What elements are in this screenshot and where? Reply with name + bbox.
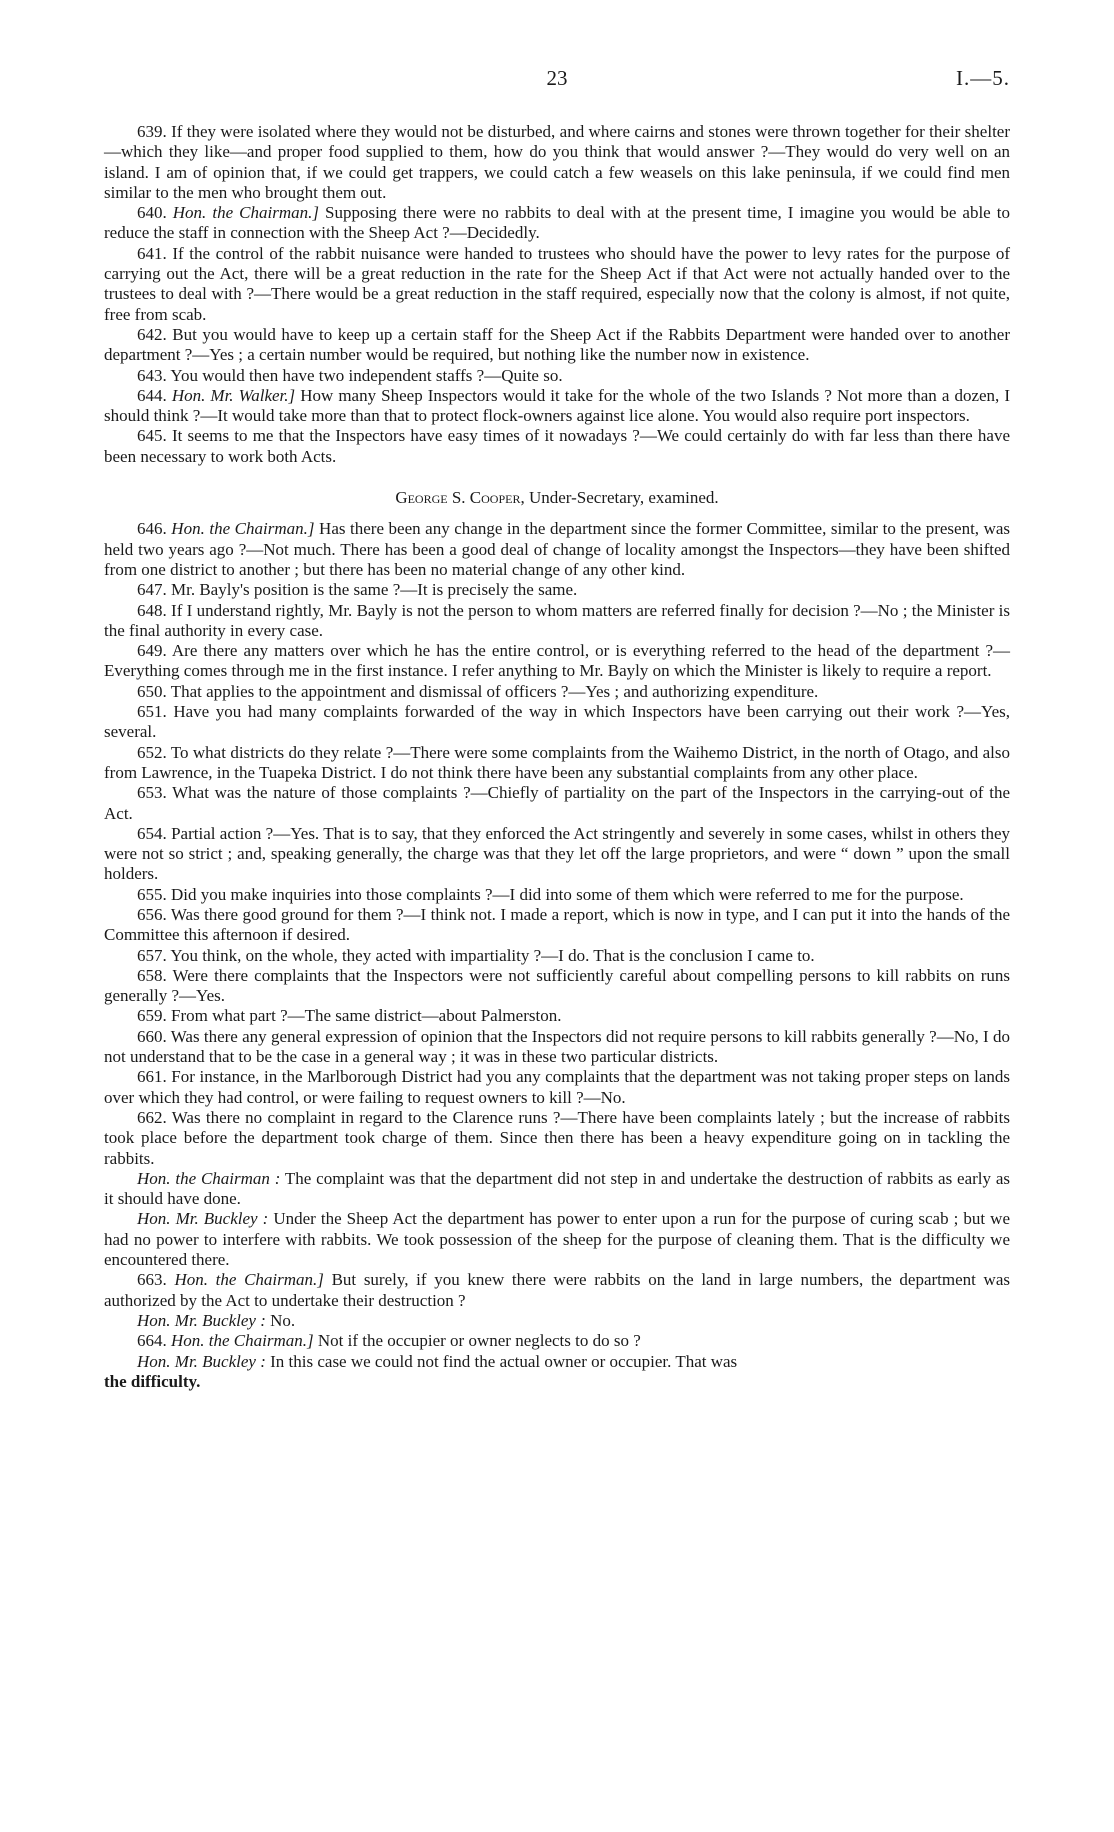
paragraph-text: In this case we could not find the actual owner or occupier. That was xyxy=(265,1351,738,1371)
paragraph xyxy=(104,966,1010,1007)
examination-section-1 xyxy=(104,122,1010,467)
paragraph-text: Supposing there were no rabbits to deal with at the present time, I imagine you would be able to reduce the staff in connection with the Sheep Act ?—Decidedly. xyxy=(104,203,1010,243)
paragraph xyxy=(104,743,1010,784)
paragraph xyxy=(104,601,1010,642)
paragraph xyxy=(104,122,1010,203)
paragraph-text: 656. Was there good ground for them ?—I think not. I made a report, which is now in type, and I can put it into the hands of the Committee this afternoon if desired. xyxy=(104,904,1010,945)
paragraph-text: 654. Partial action ?—Yes. That is to say, that they enforced the Act stringently and severely in some cases, whilst in others they were not so strict ; and, speaking generally, the charge was that they let off the large proprietors, and were “ down ” upon the small holders. xyxy=(104,823,1010,884)
paragraph xyxy=(104,1169,1010,1210)
page-number: 23 xyxy=(546,66,568,90)
paragraph-text: 662. Was there no complaint in regard to the Clarence runs ?—There have been complaints lately ; but the increase of rabbits took place before the department took charge of them. Since then there has been a heavy expenditure going on in tackling the rabbits. xyxy=(104,1107,1010,1168)
question-number: 646. xyxy=(137,519,167,539)
body-text xyxy=(104,122,1010,1392)
paragraph xyxy=(104,1006,1010,1026)
paragraph xyxy=(104,1331,1010,1351)
paragraph xyxy=(104,702,1010,743)
paragraph-text: How many Sheep Inspectors would it take for the whole of the two Islands ? Not more than a dozen, I should think ?—It would take more than that to protect flock-owners against lice alone. You would also require port inspectors. xyxy=(104,385,1011,426)
question-number: 644. xyxy=(137,385,167,405)
paragraph xyxy=(104,244,1010,325)
paragraph-text: 652. To what districts do they relate ?—There were some complaints from the Waihemo District, in the north of Otago, and also from Lawrence, in the Tuapeka District. I do not think there have been any substantial complaints from any other place. xyxy=(104,742,1010,782)
paragraph xyxy=(104,519,1010,580)
paragraph-text: 651. Have you had many complaints forwarded of the way in which Inspectors have been carrying out their work ?—Yes, several. xyxy=(104,702,1010,742)
paragraph-text: 659. From what part ?—The same district—about Palmerston. xyxy=(137,1006,562,1026)
paragraph xyxy=(104,824,1010,885)
paragraph-text: 660. Was there any general expression of opinion that the Inspectors did not require persons to kill rabbits generally ?—No, I do not understand that to be the case in a general way ; it was in these two particular districts. xyxy=(104,1026,1010,1067)
paragraph-text: 661. For instance, in the Marlborough District had you any complaints that the department was not taking proper steps on lands over which they had control, or were failing to request owners to kill ?—No. xyxy=(104,1067,1010,1107)
speaker-name: Hon. Mr. Buckley : xyxy=(137,1310,266,1330)
paragraph xyxy=(104,580,1010,600)
paragraph xyxy=(104,1209,1010,1270)
paragraph xyxy=(104,1067,1010,1108)
paragraph-text: 647. Mr. Bayly's position is the same ?—It is precisely the same. xyxy=(137,580,578,600)
paragraph-text: 639. If they were isolated where they would not be disturbed, and where cairns and stones were thrown together for their shelter—which they like—and proper food supplied to them, how do you think that would answer ?—They would do very well on an island. I am of opinion that, if we could get trappers, we could catch a few weasels on this lake peninsula, if we could find men similar to the men who brought them out. xyxy=(104,122,1010,202)
paragraph xyxy=(104,1352,1010,1393)
question-number: 640. xyxy=(137,203,167,223)
paragraph xyxy=(104,905,1010,946)
paragraph-text: 645. It seems to me that the Inspectors have easy times of it nowadays ?—We could certainly do with far less than there have been necessary to work both Acts. xyxy=(104,426,1010,466)
speaker-name: Hon. the Chairman.] xyxy=(171,519,315,539)
document-reference: I.—5. xyxy=(956,66,1010,90)
paragraph-text: 655. Did you make inquiries into those complaints ?—I did into some of them which were referred to me for the purpose. xyxy=(137,884,964,904)
paragraph-text: Under the Sheep Act the department has power to enter upon a run for the purpose of curing scab ; but we had no power to interfere with rabbits. We took possession of the sheep for the purpose of cleaning them. That is the difficulty we encountered there. xyxy=(104,1209,1010,1270)
paragraph xyxy=(104,1108,1010,1169)
paragraph xyxy=(104,946,1010,966)
paragraph xyxy=(104,325,1010,366)
question-number: 663. xyxy=(137,1270,167,1290)
paragraph-text: 641. If the control of the rabbit nuisance were handed to trustees who should have the power to levy rates for the purpose of carrying out the Act, there will be a great reduction in the rate for the Sheep Act if that Act were not actually handed over to the trustees to deal with ?—There would be a great reduction in the staff required, especially now that the colony is almost, if not quite, free from scab. xyxy=(104,243,1010,324)
paragraph-text: 642. But you would have to keep up a certain staff for the Sheep Act if the Rabbits Department were handed over to another department ?—Yes ; a certain number would be required, but nothing like the number now in existence. xyxy=(104,324,1010,365)
paragraph xyxy=(104,641,1010,682)
paragraph xyxy=(104,1270,1010,1311)
paragraph-text: Has there been any change in the department since the former Committee, similar to the present, was held two years ago ?—Not much. There has been a good deal of change of locality amongst the Inspectors—they have been shifted from one district to another ; but there has been no material change of any other kind. xyxy=(104,519,1011,579)
speaker-name: Hon. Mr. Buckley : xyxy=(137,1351,266,1371)
paragraph-text: 649. Are there any matters over which he has the entire control, or is everything referred to the head of the department ?—Everything comes through me in the first instance. I refer anything to Mr. Bayly on which the Minister is likely to require a report. xyxy=(104,641,1010,681)
paragraph xyxy=(104,885,1010,905)
paragraph-text: No. xyxy=(265,1310,296,1330)
paragraph xyxy=(104,1027,1010,1068)
paragraph-text: 648. If I understand rightly, Mr. Bayly is not the person to whom matters are referred finally for decision ?—No ; the Minister is the final authority in every case. xyxy=(104,600,1010,640)
examination-section-2 xyxy=(104,519,1010,1392)
paragraph-text: 658. Were there complaints that the Inspectors were not sufficiently careful about compelling persons to kill rabbits on runs generally ?—Yes. xyxy=(104,965,1010,1006)
paragraph-text: But surely, if you knew there were rabbits on the land in large numbers, the department was authorized by the Act to undertake their destruction ? xyxy=(104,1270,1010,1310)
witness-title: , Under-Secretary, examined. xyxy=(520,488,719,508)
paragraph-text: 643. You would then have two independent staffs ?—Quite so. xyxy=(137,365,563,385)
paragraph-text: Not if the occupier or owner neglects to do so ? xyxy=(313,1331,641,1351)
paragraph xyxy=(104,203,1010,244)
paragraph xyxy=(104,1311,1010,1331)
question-number: 664. xyxy=(137,1331,167,1351)
speaker-name: Hon. the Chairman.] xyxy=(172,203,319,223)
witness-name: George S. Cooper xyxy=(395,488,521,508)
speaker-name: Hon. the Chairman.] xyxy=(171,1331,314,1351)
page-header xyxy=(104,66,1010,96)
paragraph xyxy=(104,426,1010,467)
speaker-name: Hon. Mr. Buckley : xyxy=(137,1209,269,1229)
paragraph xyxy=(104,783,1010,824)
speaker-name: Hon. the Chairman.] xyxy=(174,1270,324,1290)
speaker-name: Hon. Mr. Walker.] xyxy=(171,385,296,405)
paragraph xyxy=(104,386,1010,427)
speaker-name: Hon. the Chairman : xyxy=(137,1168,281,1188)
paragraph-text: The complaint was that the department did not step in and undertake the destruction of rabbits as early as it should have done. xyxy=(104,1168,1010,1209)
paragraph-tail: the difficulty. xyxy=(104,1371,201,1391)
witness-heading xyxy=(104,488,1010,508)
paragraph xyxy=(104,682,1010,702)
paragraph-text: 650. That applies to the appointment and dismissal of officers ?—Yes ; and authorizing expenditure. xyxy=(137,681,819,701)
paragraph-text: 653. What was the nature of those complaints ?—Chiefly of partiality on the part of the Inspectors in the carrying-out of the Act. xyxy=(104,783,1010,823)
paragraph xyxy=(104,366,1010,386)
paragraph-text: 657. You think, on the whole, they acted with impartiality ?—I do. That is the conclusion I came to. xyxy=(137,945,815,965)
